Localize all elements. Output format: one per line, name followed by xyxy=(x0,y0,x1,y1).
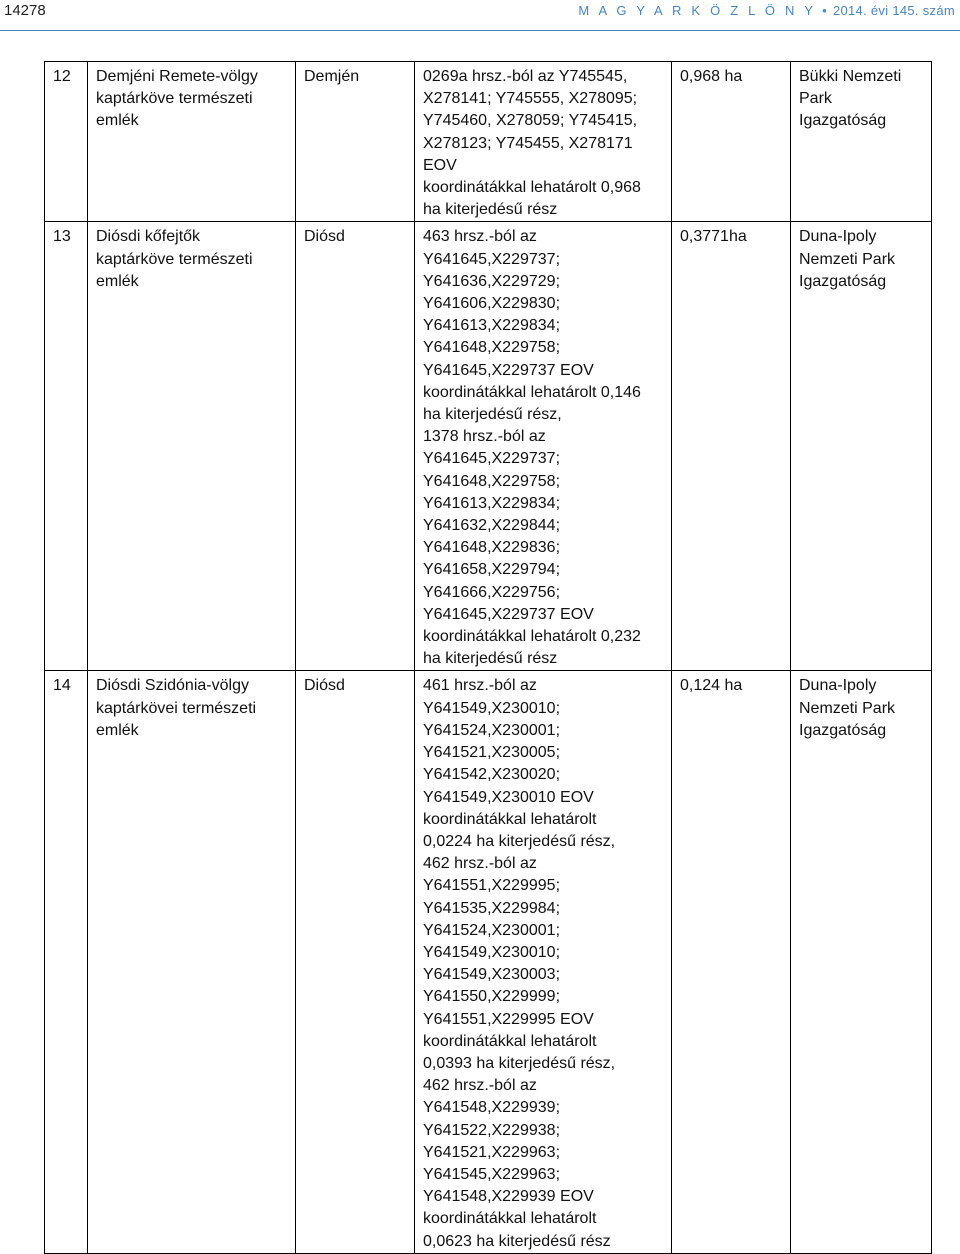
parcel-description-line: Y641551,X229995; xyxy=(423,877,561,895)
parcel-description-line: 462 hrsz.-ból az xyxy=(423,1077,537,1095)
parcel-description-line: Y641613,X229834; xyxy=(423,317,561,335)
parcel-description-line: Y641551,X229995 EOV xyxy=(423,1010,594,1028)
area-cell: 0,124 ha xyxy=(672,671,791,1253)
management-line: Igazgatóság xyxy=(799,272,887,290)
running-head xyxy=(578,3,955,18)
parcel-description-line: Y641535,X229984; xyxy=(423,899,561,917)
table-row xyxy=(45,671,932,1253)
site-name-line: emlék xyxy=(96,721,139,739)
parcel-description-line: koordinátákkal lehatárolt xyxy=(423,1210,597,1228)
parcel-description-line: Y641632,X229844; xyxy=(423,517,561,535)
site-name-cell xyxy=(88,62,296,222)
site-name-line: emlék xyxy=(96,112,139,130)
separator-dot-icon: • xyxy=(822,3,827,18)
parcel-description-line: 1378 hrsz.-ból az xyxy=(423,428,546,446)
management-cell xyxy=(791,671,932,1253)
site-name-cell xyxy=(88,222,296,671)
parcel-description-line: 0,0393 ha kiterjedésű rész, xyxy=(423,1054,616,1072)
area-cell: 0,3771ha xyxy=(672,222,791,671)
table-row xyxy=(45,62,932,222)
parcel-description-cell xyxy=(415,671,672,1253)
parcel-description-line: 0269a hrsz.-ból az Y745545, xyxy=(423,68,628,85)
parcel-description-line: Y641645,X229737; xyxy=(423,250,561,268)
site-name-line: Diósdi Szidónia-völgy xyxy=(96,677,249,695)
parcel-description-line: koordinátákkal lehatárolt 0,146 xyxy=(423,383,641,401)
parcel-description-line: EOV xyxy=(423,156,457,174)
site-name-line: kaptárköve természeti xyxy=(96,250,253,268)
management-line: Bükki Nemzeti xyxy=(799,68,902,85)
management-line: Park xyxy=(799,90,832,108)
parcel-description-line: ha kiterjedésű rész xyxy=(423,201,558,219)
protected-sites-table xyxy=(44,61,932,1254)
site-name-line: Demjéni Remete-völgy xyxy=(96,68,258,85)
parcel-description-line: Y641545,X229963; xyxy=(423,1165,561,1183)
parcel-description-line: koordinátákkal lehatárolt 0,232 xyxy=(423,628,641,646)
parcel-description-line: 463 hrsz.-ból az xyxy=(423,228,537,246)
area-cell: 0,968 ha xyxy=(672,62,791,222)
parcel-description-line: Y641524,X230001; xyxy=(423,921,561,939)
parcel-description-line: ha kiterjedésű rész xyxy=(423,650,558,668)
management-line: Igazgatóság xyxy=(799,112,887,130)
parcel-description-line: 0,0224 ha kiterjedésű rész, xyxy=(423,832,616,850)
row-number-cell: 12 xyxy=(45,62,88,222)
parcel-description-line: X278141; Y745555, X278095; xyxy=(423,90,638,108)
journal-title: M A G Y A R K Ö Z L Ö N Y xyxy=(578,3,817,18)
parcel-description-line: Y641648,X229836; xyxy=(423,539,561,557)
page-number: 14278 xyxy=(4,2,46,19)
parcel-description-line: Y641636,X229729; xyxy=(423,272,561,290)
parcel-description-line: Y641524,X230001; xyxy=(423,721,561,739)
parcel-description-line: Y745460, X278059; Y745415, xyxy=(423,112,638,130)
page-header xyxy=(0,0,960,40)
parcel-description-line: koordinátákkal lehatárolt 0,968 xyxy=(423,179,641,197)
parcel-description-line: 0,0623 ha kiterjedésű rész xyxy=(423,1232,611,1250)
parcel-description-line: Y641521,X230005; xyxy=(423,744,561,762)
parcel-description-line: Y641645,X229737; xyxy=(423,450,561,468)
issue-label: 2014. évi 145. szám xyxy=(832,3,955,18)
site-name-line: emlék xyxy=(96,272,139,290)
parcel-description-line: Y641645,X229737 EOV xyxy=(423,361,594,379)
management-line: Duna-Ipoly xyxy=(799,677,877,695)
settlement-cell: Diósd xyxy=(296,222,415,671)
parcel-description-line: Y641521,X229963; xyxy=(423,1143,561,1161)
row-number-cell: 14 xyxy=(45,671,88,1253)
parcel-description-line: Y641645,X229737 EOV xyxy=(423,605,594,623)
table-row xyxy=(45,222,932,671)
parcel-description-line: koordinátákkal lehatárolt xyxy=(423,810,597,828)
parcel-description-line: 461 hrsz.-ból az xyxy=(423,677,537,695)
management-line: Duna-Ipoly xyxy=(799,228,877,246)
parcel-description-line: X278123; Y745455, X278171 xyxy=(423,134,633,152)
header-rule xyxy=(0,30,960,31)
parcel-description-line: Y641613,X229834; xyxy=(423,494,561,512)
parcel-description-line: Y641648,X229758; xyxy=(423,339,561,357)
row-number-cell: 13 xyxy=(45,222,88,671)
parcel-description-line: ha kiterjedésű rész, xyxy=(423,406,562,424)
site-name-line: kaptárköve természeti xyxy=(96,90,253,108)
parcel-description-line: Y641648,X229758; xyxy=(423,472,561,490)
parcel-description-line: Y641542,X230020; xyxy=(423,766,561,784)
parcel-description-line: Y641606,X229830; xyxy=(423,295,561,313)
parcel-description-line: Y641549,X230010; xyxy=(423,699,561,717)
management-cell xyxy=(791,62,932,222)
settlement-cell: Diósd xyxy=(296,671,415,1253)
parcel-description-line: koordinátákkal lehatárolt xyxy=(423,1032,597,1050)
parcel-description-line: Y641658,X229794; xyxy=(423,561,561,579)
management-line: Nemzeti Park xyxy=(799,699,896,717)
parcel-description-cell xyxy=(415,222,672,671)
parcel-description-line: Y641549,X230010; xyxy=(423,943,561,961)
management-line: Nemzeti Park xyxy=(799,250,896,268)
parcel-description-line: Y641549,X230010 EOV xyxy=(423,788,594,806)
management-line: Igazgatóság xyxy=(799,721,887,739)
site-name-line: kaptárkövei természeti xyxy=(96,699,257,717)
parcel-description-line: Y641548,X229939 EOV xyxy=(423,1188,594,1206)
site-name-cell xyxy=(88,671,296,1253)
settlement-cell: Demjén xyxy=(296,62,415,222)
parcel-description-line: Y641549,X230003; xyxy=(423,966,561,984)
parcel-description-cell xyxy=(415,62,672,222)
parcel-description-line: Y641522,X229938; xyxy=(423,1121,561,1139)
parcel-description-line: Y641550,X229999; xyxy=(423,988,561,1006)
site-name-line: Diósdi kőfejtők xyxy=(96,228,201,246)
parcel-description-line: Y641548,X229939; xyxy=(423,1099,561,1117)
management-cell xyxy=(791,222,932,671)
parcel-description-line: 462 hrsz.-ból az xyxy=(423,855,537,873)
parcel-description-line: Y641666,X229756; xyxy=(423,583,561,601)
